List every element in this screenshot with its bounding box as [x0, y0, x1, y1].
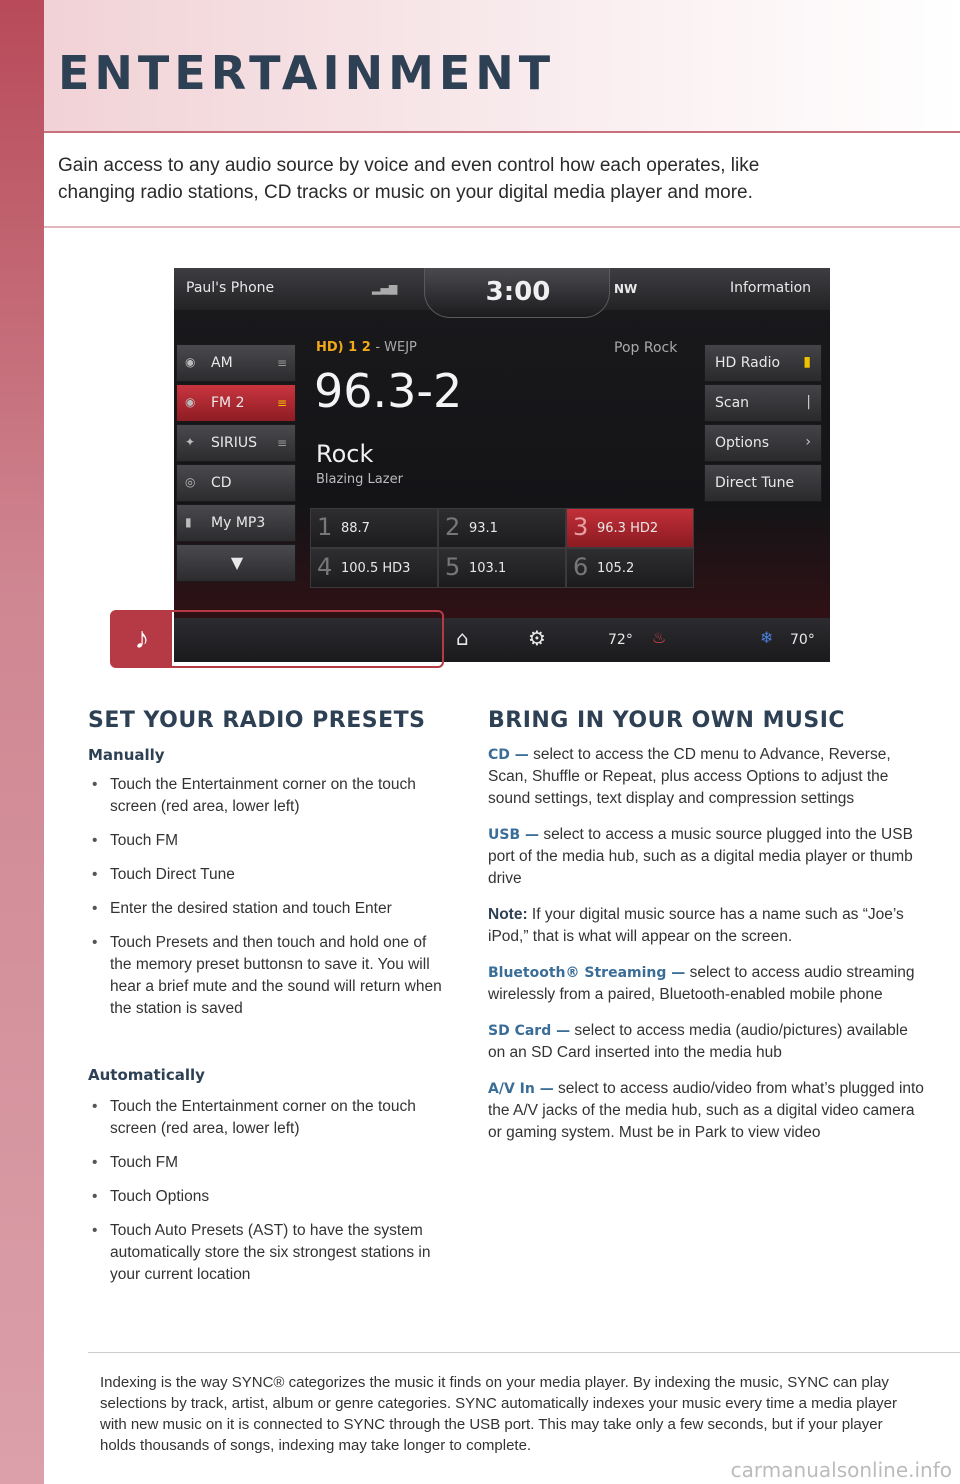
- hd-radio-icon: HD): [316, 340, 344, 355]
- scan-button[interactable]: Scan |: [704, 384, 822, 422]
- clock-tab: [424, 268, 610, 318]
- list-item: • Touch Auto Presets (AST) to have the system automatically store the six strongest stations in your current location: [88, 1220, 448, 1286]
- hd-radio-button[interactable]: HD Radio ▮: [704, 344, 822, 382]
- preset-button[interactable]: 6 105.2: [566, 548, 694, 588]
- music-sources: [488, 744, 924, 1158]
- cooled-seat-icon[interactable]: ❄: [760, 628, 774, 647]
- home-icon[interactable]: ⌂: [456, 626, 469, 650]
- usb-paragraph: USB — select to access a music source plugged into the USB port of the media hub, such as a digital media player or thumb drive: [488, 826, 913, 887]
- list-item: • Touch FM: [88, 830, 448, 852]
- presets-heading: SET YOUR RADIO PRESETS: [88, 708, 426, 733]
- toggle-on-icon: ▮: [803, 354, 811, 370]
- information-button[interactable]: Information: [730, 280, 812, 296]
- direct-tune-button[interactable]: Direct Tune: [704, 464, 822, 502]
- drag-handle-icon: ≡: [276, 396, 287, 410]
- manual-steps-list: [88, 774, 448, 1032]
- drag-handle-icon: ≡: [276, 356, 287, 370]
- header-divider: [44, 131, 960, 133]
- cd-paragraph: CD — select to access the CD menu to Advance, Reverse, Scan, Shuffle or Repeat, plus access Options to adjust the sound settings, text display and compression settings: [488, 746, 891, 807]
- preset-button[interactable]: 4 100.5 HD3: [310, 548, 438, 588]
- hd-callsign: - WEJP: [375, 340, 417, 355]
- auto-heading: Automatically: [88, 1066, 205, 1084]
- toggle-off-icon: |: [806, 394, 811, 410]
- song-artist: Blazing Lazer: [316, 472, 403, 487]
- hd-channel: 1 2: [348, 340, 371, 355]
- manual-heading: Manually: [88, 746, 165, 764]
- list-item: • Touch FM: [88, 1152, 448, 1174]
- list-item: • Touch the Entertainment corner on the touch screen (red area, lower left): [88, 774, 448, 818]
- watermark: carmanualsonline.info: [730, 1458, 952, 1482]
- clock: 3:00: [485, 277, 551, 307]
- disc-icon: ◎: [185, 475, 196, 489]
- indexing-footnote: Indexing is the way SYNC® categorizes the music it finds on your media player. By indexing the music, SYNC can play selections by track, artist, album or genre categories. SYNC automatically indexes your music every time a media player with new music on it is connected to SYNC through the USB port. This may take only a few seconds, but if your player holds thousands of songs, indexing may take longer to complete.: [100, 1374, 897, 1454]
- sd-card-paragraph: SD Card — select to access media (audio/pictures) available on an SD Card inserted into the media hub: [488, 1022, 908, 1061]
- source-fm2-button[interactable]: ◉ FM 2 ≡: [176, 384, 296, 422]
- preset-button[interactable]: 2 93.1: [438, 508, 566, 548]
- signal-icon: ▂▄▆: [372, 282, 398, 295]
- intro-text: Gain access to any audio source by voice and even control how each operates, like changing radio stations, CD tracks or music on your digital media player and more.: [58, 155, 760, 203]
- list-item: • Touch the Entertainment corner on the touch screen (red area, lower left): [88, 1096, 448, 1140]
- heated-seat-icon[interactable]: ♨: [652, 628, 667, 647]
- source-am-button[interactable]: ◉ AM ≡: [176, 344, 296, 382]
- usb-icon: ▮: [185, 515, 192, 529]
- av-in-paragraph: A/V In — select to access audio/video from what’s plugged into the A/V jacks of the media hub, such as a digital video camera or gaming system. Must be in Park to view video: [488, 1080, 924, 1141]
- driver-temperature[interactable]: 72°: [608, 632, 633, 648]
- list-item: • Touch Direct Tune: [88, 864, 448, 886]
- music-note-icon: ♪: [112, 612, 172, 666]
- page-title: ENTERTAINMENT: [58, 46, 556, 100]
- satellite-icon: ✦: [185, 435, 196, 449]
- phone-name: Paul's Phone: [186, 280, 275, 296]
- options-button[interactable]: Options ›: [704, 424, 822, 462]
- footnote-divider: [88, 1352, 960, 1353]
- drag-handle-icon: ≡: [276, 436, 287, 450]
- note-paragraph: Note: If your digital music source has a name such as “Joe’s iPod,” that is what will appear on the screen.: [488, 906, 904, 945]
- compass-heading: NW: [614, 282, 638, 296]
- intro-divider: [44, 226, 960, 228]
- list-item: • Touch Presets and then touch and hold one of the memory preset buttonsn to save it. You will hear a brief mute and the sound will return when the station is saved: [88, 932, 448, 1020]
- preset-button[interactable]: 5 103.1: [438, 548, 566, 588]
- bluetooth-paragraph: Bluetooth® Streaming — select to access audio streaming wirelessly from a paired, Bluetooth-enabled mobile phone: [488, 964, 915, 1003]
- chevron-down-icon: ▼: [230, 553, 244, 572]
- music-heading: BRING IN YOUR OWN MUSIC: [488, 708, 846, 733]
- sync-touchscreen-image: [174, 268, 830, 662]
- source-more-button[interactable]: [176, 544, 296, 582]
- genre-top: Pop Rock: [614, 340, 678, 356]
- entertainment-corner-button[interactable]: [110, 610, 444, 668]
- radio-icon: ◉: [185, 355, 196, 369]
- source-sirius-button[interactable]: ✦ SIRIUS ≡: [176, 424, 296, 462]
- chevron-right-icon: ›: [805, 434, 811, 450]
- hd-channel-line: [316, 340, 417, 355]
- settings-gear-icon[interactable]: ⚙: [528, 626, 546, 650]
- preset-button[interactable]: 1 88.7: [310, 508, 438, 548]
- radio-icon: ◉: [185, 395, 196, 409]
- auto-steps-list: [88, 1096, 448, 1298]
- source-cd-button[interactable]: ◎ CD: [176, 464, 296, 502]
- station-frequency: 96.3-2: [314, 364, 463, 418]
- side-accent-strip: [0, 0, 44, 1484]
- preset-button-selected[interactable]: 3 96.3 HD2: [566, 508, 694, 548]
- source-mymp3-button[interactable]: ▮ My MP3: [176, 504, 296, 542]
- song-genre: Rock: [316, 440, 374, 468]
- list-item: • Enter the desired station and touch Enter: [88, 898, 448, 920]
- list-item: • Touch Options: [88, 1186, 448, 1208]
- passenger-temperature[interactable]: 70°: [790, 632, 815, 648]
